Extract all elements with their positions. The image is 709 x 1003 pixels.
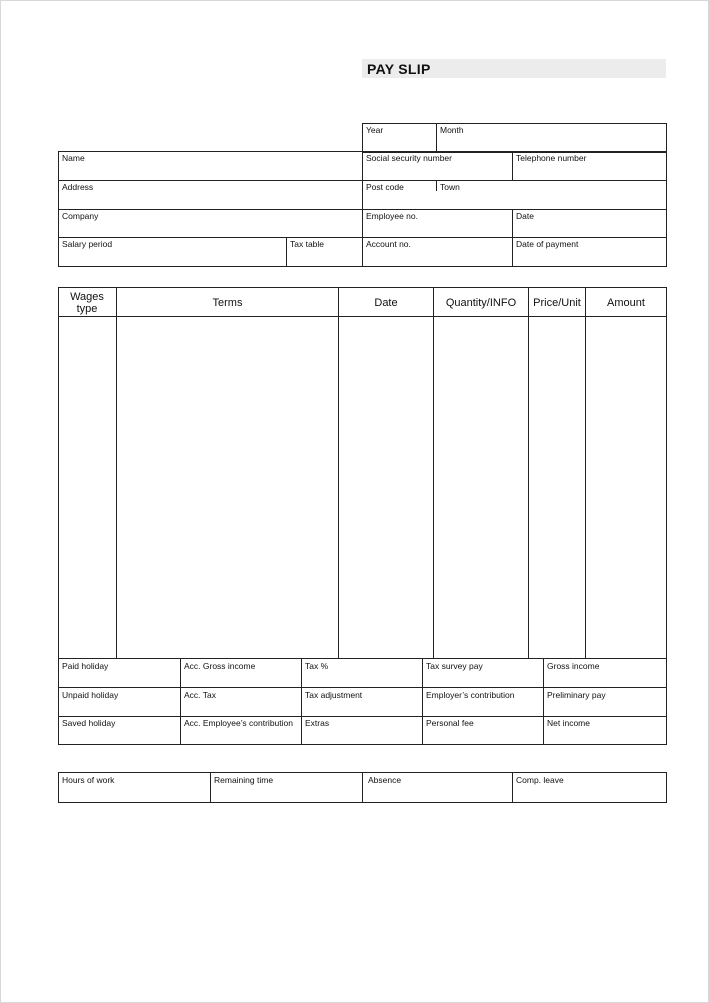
acc-gross-income-label: Acc. Gross income (184, 661, 256, 671)
net-income-label: Net income (547, 718, 590, 728)
col-header-price-unit: Price/Unit (533, 297, 581, 309)
divider (433, 287, 434, 659)
salary-period-label: Salary period (62, 239, 113, 249)
ssn-label: Social security number (366, 153, 452, 163)
paid-holiday-label: Paid holiday (62, 661, 109, 671)
tax-percent-label: Tax % (305, 661, 329, 671)
tax-table-label: Tax table (290, 239, 325, 249)
col-header-quantity-info: Quantity/INFO (445, 297, 517, 309)
divider (210, 772, 211, 803)
acc-tax-label: Acc. Tax (184, 690, 216, 700)
hours-of-work-label: Hours of work (62, 775, 115, 785)
post-code-label: Post code (366, 182, 404, 192)
divider (58, 716, 667, 717)
remaining-time-label: Remaining time (214, 775, 274, 785)
tax-adjustment-label: Tax adjustment (305, 690, 363, 700)
divider (585, 287, 586, 659)
divider (58, 687, 667, 688)
divider (512, 209, 513, 267)
year-label: Year (366, 125, 384, 135)
month-label: Month (440, 125, 464, 135)
unpaid-holiday-label: Unpaid holiday (62, 690, 119, 700)
account-no-label: Account no. (366, 239, 411, 249)
divider (436, 180, 437, 191)
divider (512, 151, 513, 180)
name-label: Name (62, 153, 85, 163)
col-header-wages-type: Wages type (70, 291, 104, 315)
col-header-terms: Terms (212, 297, 243, 309)
divider (180, 658, 181, 745)
date-label: Date (516, 211, 534, 221)
col-header-amount: Amount (607, 297, 645, 309)
employers-contribution-label: Employer’s contribution (426, 690, 515, 700)
divider (512, 772, 513, 803)
divider (58, 316, 667, 317)
year-month-box (362, 123, 667, 153)
absence-label: Absence (368, 775, 402, 785)
acc-employees-contribution-label: Acc. Employee’s contribution (184, 718, 293, 728)
divider (528, 287, 529, 659)
comp-leave-label: Comp. leave (516, 775, 564, 785)
extras-label: Extras (305, 718, 330, 728)
divider (116, 287, 117, 659)
divider (422, 658, 423, 745)
wages-table (58, 287, 667, 659)
summary-table (58, 658, 667, 745)
divider (286, 237, 287, 267)
employee-no-label: Employee no. (366, 211, 418, 221)
company-label: Company (62, 211, 99, 221)
personal-fee-label: Personal fee (426, 718, 474, 728)
tax-survey-pay-label: Tax survey pay (426, 661, 483, 671)
address-label: Address (62, 182, 94, 192)
divider (543, 658, 544, 745)
divider (362, 151, 363, 267)
divider (301, 658, 302, 745)
date-of-payment-label: Date of payment (516, 239, 579, 249)
divider (436, 123, 437, 153)
col-header-date: Date (374, 297, 398, 309)
page-title: PAY SLIP (367, 61, 431, 77)
telephone-label: Telephone number (516, 153, 587, 163)
divider (338, 287, 339, 659)
gross-income-label: Gross income (547, 661, 600, 671)
town-label: Town (440, 182, 460, 192)
divider (362, 772, 363, 803)
preliminary-pay-label: Preliminary pay (547, 690, 606, 700)
saved-holiday-label: Saved holiday (62, 718, 116, 728)
